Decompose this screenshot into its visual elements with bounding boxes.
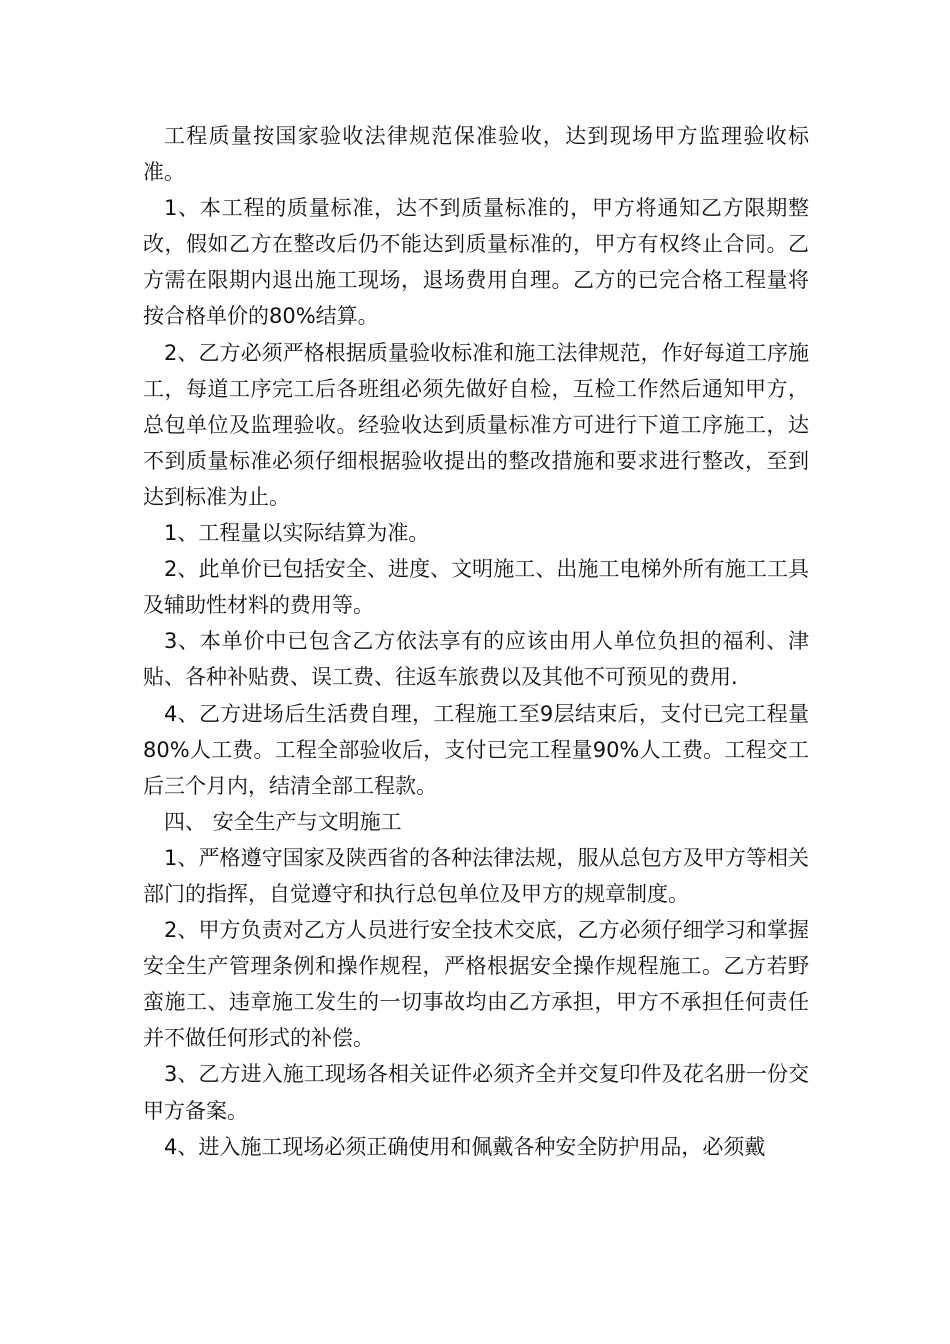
paragraph-payment-item-3: 3、本单价中已包含乙方依法享有的应该由用人单位负担的福利、津贴、各种补贴费、误工费、往返车旅费以及其他不可预见的费用. bbox=[143, 629, 809, 690]
paragraph-payment-item-1: 1、工程量以实际结算为准。 bbox=[164, 521, 430, 546]
paragraph-safety-item-1: 1、严格遵守国家及陕西省的各种法律法规，服从总包方及甲方等相关部门的指挥，自觉遵守和执行总包单位及甲方的规章制度。 bbox=[143, 845, 809, 906]
paragraph-payment-item-4: 4、乙方进场后生活费自理，工程施工至9层结束后，支付已完工程量80%人工费。工程全部验收后，支付已完工程量90%人工费。工程交工后三个月内，结清全部工程款。 bbox=[143, 701, 809, 798]
paragraph-payment-item-2: 2、此单价已包括安全、进度、文明施工、出施工电梯外所有施工工具及辅助性材料的费用等。 bbox=[143, 557, 809, 618]
paragraph-quality-intro: 工程质量按国家验收法律规范保准验收，达到现场甲方监理验收标准。 bbox=[143, 124, 809, 185]
paragraph-safety-item-2: 2、甲方负责对乙方人员进行安全技术交底，乙方必须仔细学习和掌握安全生产管理条例和操作规程，严格根据安全操作规程施工。乙方若野蛮施工、违章施工发生的一切事故均由乙方承担，甲方不承担任何责任并不做任何形式的补偿。 bbox=[143, 918, 809, 1051]
document-body bbox=[143, 118, 809, 1165]
paragraph-safety-item-3: 3、乙方进入施工现场各相关证件必须齐全并交复印件及花名册一份交甲方备案。 bbox=[143, 1062, 809, 1123]
paragraph-quality-item-1: 1、本工程的质量标准，达不到质量标准的，甲方将通知乙方限期整改，假如乙方在整改后仍不能达到质量标准的，甲方有权终止合同。乙方需在限期内退出施工现场，退场费用自理。乙方的已完合格工程量将按合格单价的80%结算。 bbox=[143, 196, 809, 329]
paragraph-safety-item-4: 4、进入施工现场必须正确使用和佩戴各种安全防护用品，必须戴 bbox=[164, 1134, 766, 1159]
paragraph-quality-item-2: 2、乙方必须严格根据质量验收标准和施工法律规范，作好每道工序施工，每道工序完工后各班组必须先做好自检，互检工作然后通知甲方，总包单位及监理验收。经验收达到质量标准方可进行下道工序施工，达不到质量标准必须仔细根据验收提出的整改措施和要求进行整改，至到达到标准为止。 bbox=[143, 340, 809, 509]
section-heading-safety: 四、 安全生产与文明施工 bbox=[164, 809, 402, 834]
